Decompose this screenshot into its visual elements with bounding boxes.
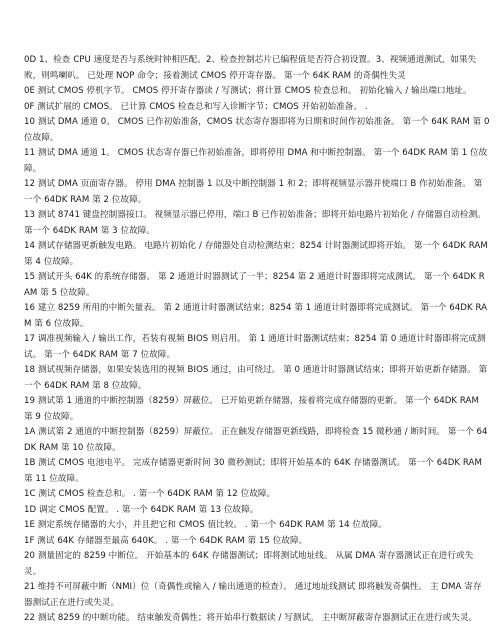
post-code-entry-1C: 1C 测试 CMOS 检查总和。 . 第一个 64DK RAM 第 12 位故障。 bbox=[24, 489, 276, 499]
post-code-entry-0E: 0E 测试 CMOS 停机字节。 CMOS 停开寄存器读 / 写测试；将计算 CMOS 检查总和。 初始化输入 / 输出端口地址。 bbox=[24, 86, 472, 96]
post-code-entry-20: 20 测量固定的 8259 中断位。 开始基本的 64K 存储器测试；即将测试地址线。 从属 DMA 寄存器测试正在进行或失灵。 bbox=[24, 551, 474, 577]
post-code-entry-22: 22 测试 8259 的中断功能。 结束触发奇偶性；将开始串行数据读 / 写测试。 主中断屏蔽寄存器测试正在进行或失灵。 bbox=[24, 613, 478, 623]
post-code-entry-19: 19 测试第 1 通道的中断控制器（8259）屏蔽位。 已开始更新存储器，接着将完成存储器的更新。 第一个 64DK RAM 第 9 位故障。 bbox=[24, 396, 479, 422]
post-code-entry-10: 10 测试 DMA 通道 0。 CMOS 已作初始准备，CMOS 状态寄存器即将为日期和时间作初始准备。 第一个 64K RAM 第 0 位故障。 bbox=[24, 117, 490, 143]
post-code-entry-1F: 1F 测试 64K 存储器至最高 640K。 . 第一个 64DK RAM 第 15 位故障。 bbox=[24, 535, 308, 546]
post-code-entry-1D: 1D 调定 CMOS 配置。 . 第一个 64DK RAM 第 13 位故障。 bbox=[24, 504, 259, 515]
post-code-entry-1E: 1E 测定系统存储器的大小，并且把它和 CMOS 值比较。 . 第一个 64DK RAM 第 14 位故障。 bbox=[24, 520, 387, 530]
post-code-entry-0D: 0D 1、检查 CPU 速度是否与系统时钟相匹配。2、检查控制芯片已编程值是否符合初设置。3、视频通道测试，如果失败，则鸣喇叭。 已处理 NOP 命令；接着测试 CMOS 停开寄存器。 第一个 64K RAM 的奇偶性失灵 bbox=[24, 55, 477, 81]
post-code-entry-21: 21 维持不可屏蔽中断（NMI）位（奇偶性或输入 / 输出通道的检查）。 通过地址线测试 即将触发奇偶性。 主 DMA 寄存器测试正在进行或失灵。 bbox=[24, 582, 482, 608]
post-code-entry-1B: 1B 测试 CMOS 电池电平。 完成存储器更新时间 30 微秒测试；即将开始基本的 64K 存储器测试。 第一个 64DK RAM 第 11 位故障。 bbox=[24, 458, 482, 484]
post-code-entry-0F: 0F 测试扩展的 CMOS。 已计算 CMOS 检查总和写入诊断字节；CMOS 开始初始准备。 . bbox=[24, 101, 368, 112]
post-code-entry-11: 11 测试 DMA 通道 1。 CMOS 状态寄存器已作初始准备，即将停用 DMA 和中断控制器。 第一个 64DK RAM 第 1 位故障。 bbox=[24, 148, 488, 174]
post-code-entry-15: 15 测试开头 64K 的系统存储器。 第 2 通道计时器测试了一半；8254 第 2 通道计时器即将完成测试。 第一个 64DK RAM 第 5 位故障。 bbox=[24, 272, 485, 298]
post-code-entry-16: 16 建立 8259 所用的中断矢量表。 第 2 通道计时器测试结束；8254 第 1 通道计时器即将完成测试。 第一个 64DK RAM 第 6 位故障。 bbox=[24, 303, 488, 329]
post-code-entry-12: 12 测试 DMA 页面寄存器。 停用 DMA 控制器 1 以及中断控制器 1 和 2；即将视频显示器并使端口 B 作初始准备。 第一个 64DK RAM 第 2 位故障。 bbox=[24, 179, 483, 205]
post-code-entry-1A: 1A 测试第 2 通道的中断控制器（8259）屏蔽位。 正在触发存储器更新线路，即将检查 15 微秒通 / 断时间。 第一个 64DK RAM 第 10 位故障。 bbox=[24, 427, 488, 453]
post-code-entry-18: 18 测试视频存储器，如果安装选用的视频 BIOS 通过，由可绕过。 第 0 通道计时器测试结束；即将开始更新存储器。 第一个 64DK RAM 第 8 位故障。 bbox=[24, 365, 488, 391]
post-code-entry-14: 14 测试存储器更新触发电路。 电路片初始化 / 存储器处自动检测结束；8254 计时器测试即将开始。 第一个 64DK RAM 第 4 位故障。 bbox=[24, 241, 488, 267]
post-code-entry-17: 17 调准视频输入 / 输出工作，若装有视频 BIOS 则启用。 第 1 通道计时器测试结束；8254 第 0 通道计时器即将完成测试。 第一个 64DK RAM 第 7 位故障。 bbox=[24, 334, 486, 360]
post-code-entry-13: 13 测试 8741 键盘控制器接口。 视频显示器已停用，端口 B 已作初始准备；即将开始电路片初始化 / 存储器自动检测。 第一个 64DK RAM 第 3 位故障。 bbox=[24, 210, 486, 236]
